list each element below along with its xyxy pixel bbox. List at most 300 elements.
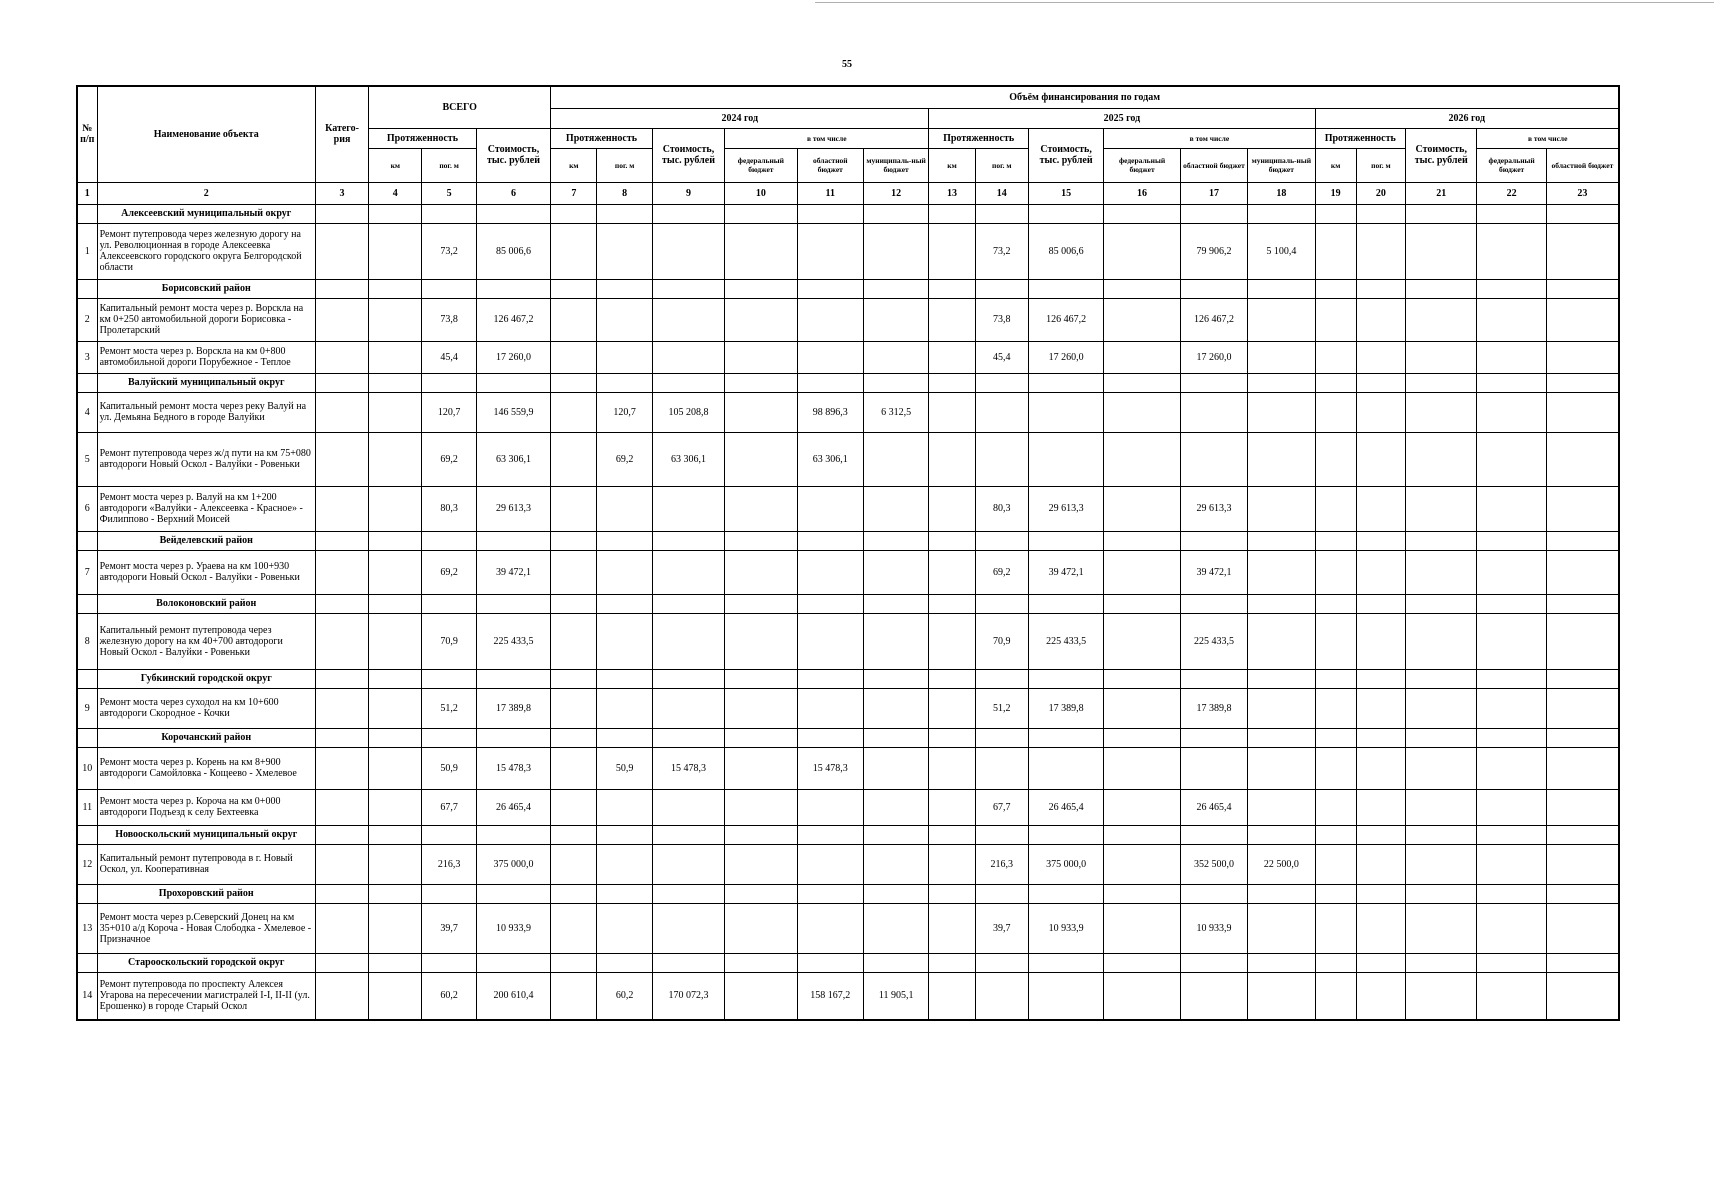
table-cell [1248, 550, 1315, 594]
section-empty-cell [652, 204, 724, 223]
table-cell [863, 613, 928, 669]
object-name: Капитальный ремонт путепровода в г. Новый Оскол, ул. Кооперативная [97, 844, 315, 884]
section-empty-cell [1546, 373, 1619, 392]
object-name: Капитальный ремонт моста через р. Ворскла на км 0+250 автомобильной дороги Борисовка - Пролетарский [97, 298, 315, 341]
section-empty-cell [975, 728, 1028, 747]
section-empty-cell [797, 884, 863, 903]
section-empty-cell [1104, 825, 1180, 844]
section-spacer [77, 373, 97, 392]
table-cell: 126 467,2 [476, 298, 550, 341]
table-cell: 375 000,0 [1028, 844, 1103, 884]
header-2026-km: км [1315, 148, 1356, 182]
section-row [77, 531, 1619, 550]
section-empty-cell [315, 373, 368, 392]
header-total-km: км [369, 148, 422, 182]
column-number: 12 [863, 182, 928, 204]
header-2025-cost: Стоимость, тыс. рублей [1028, 128, 1103, 182]
table-cell: 73,2 [975, 223, 1028, 279]
table-cell [1477, 392, 1546, 432]
section-empty-cell [652, 825, 724, 844]
table-cell [369, 688, 422, 728]
table-cell [863, 432, 928, 486]
table-cell [1180, 392, 1247, 432]
table-cell: 126 467,2 [1180, 298, 1247, 341]
section-empty-cell [797, 373, 863, 392]
table-cell [1315, 688, 1356, 728]
table-cell: 22 500,0 [1248, 844, 1315, 884]
section-empty-cell [476, 373, 550, 392]
header-2025-including: в том числе [1104, 128, 1315, 148]
table-cell: 29 613,3 [1180, 486, 1247, 531]
table-cell: 85 006,6 [1028, 223, 1103, 279]
table-cell: 216,3 [422, 844, 476, 884]
table-cell [551, 432, 597, 486]
section-empty-cell [863, 669, 928, 688]
section-empty-cell [369, 669, 422, 688]
table-cell [1356, 903, 1405, 953]
table-cell [369, 844, 422, 884]
section-empty-cell [422, 669, 476, 688]
table-cell [1477, 972, 1546, 1020]
table-cell [863, 486, 928, 531]
table-cell [797, 613, 863, 669]
table-cell: 70,9 [975, 613, 1028, 669]
table-cell [1546, 486, 1619, 531]
table-cell [597, 486, 652, 531]
section-empty-cell [369, 373, 422, 392]
table-cell: 69,2 [975, 550, 1028, 594]
section-empty-cell [369, 204, 422, 223]
table-cell [1406, 432, 1477, 486]
table-cell [1406, 844, 1477, 884]
table-cell: 45,4 [975, 341, 1028, 373]
section-empty-cell [1356, 373, 1405, 392]
header-num: № п/п [77, 86, 97, 182]
column-number: 7 [551, 182, 597, 204]
section-empty-cell [1546, 669, 1619, 688]
section-empty-cell [1028, 531, 1103, 550]
table-cell [863, 903, 928, 953]
table-cell [863, 223, 928, 279]
section-empty-cell [551, 884, 597, 903]
table-cell: 10 933,9 [1028, 903, 1103, 953]
table-cell [1477, 747, 1546, 789]
header-year-2024: 2024 год [551, 108, 929, 128]
section-row [77, 825, 1619, 844]
table-cell: 63 306,1 [476, 432, 550, 486]
row-number: 14 [77, 972, 97, 1020]
section-empty-cell [1477, 728, 1546, 747]
section-empty-cell [476, 204, 550, 223]
table-cell [725, 432, 797, 486]
table-cell [1180, 747, 1247, 789]
table-cell: 80,3 [975, 486, 1028, 531]
table-cell [1546, 903, 1619, 953]
table-cell [1104, 747, 1180, 789]
table-cell [1356, 844, 1405, 884]
table-cell [797, 688, 863, 728]
section-empty-cell [863, 279, 928, 298]
section-title: Новооскольский муниципальный округ [97, 825, 315, 844]
section-empty-cell [476, 279, 550, 298]
section-empty-cell [422, 884, 476, 903]
section-empty-cell [1477, 531, 1546, 550]
section-empty-cell [476, 884, 550, 903]
table-cell: 120,7 [597, 392, 652, 432]
table-cell [863, 789, 928, 825]
table-cell [1356, 392, 1405, 432]
table-cell [797, 789, 863, 825]
section-empty-cell [1248, 204, 1315, 223]
table-cell: 39 472,1 [1028, 550, 1103, 594]
table-cell [551, 844, 597, 884]
section-empty-cell [1180, 728, 1247, 747]
row-number: 5 [77, 432, 97, 486]
table-cell [797, 341, 863, 373]
section-empty-cell [369, 279, 422, 298]
table-cell [1248, 972, 1315, 1020]
section-empty-cell [797, 204, 863, 223]
column-number: 16 [1104, 182, 1180, 204]
table-cell [1248, 613, 1315, 669]
table-cell [1028, 972, 1103, 1020]
row-number: 6 [77, 486, 97, 531]
table-cell: 10 933,9 [476, 903, 550, 953]
table-cell [1180, 972, 1247, 1020]
section-spacer [77, 884, 97, 903]
section-empty-cell [652, 531, 724, 550]
section-empty-cell [1356, 531, 1405, 550]
section-empty-cell [1477, 953, 1546, 972]
row-number: 7 [77, 550, 97, 594]
table-cell [1028, 392, 1103, 432]
table-cell [315, 844, 368, 884]
table-cell [597, 789, 652, 825]
section-empty-cell [863, 728, 928, 747]
table-cell [929, 613, 975, 669]
section-empty-cell [652, 594, 724, 613]
section-empty-cell [1180, 594, 1247, 613]
section-empty-cell [1546, 884, 1619, 903]
table-cell: 60,2 [422, 972, 476, 1020]
table-cell [1477, 789, 1546, 825]
table-cell [597, 688, 652, 728]
row-number: 2 [77, 298, 97, 341]
table-cell [551, 903, 597, 953]
column-number: 13 [929, 182, 975, 204]
section-empty-cell [551, 825, 597, 844]
section-empty-cell [652, 669, 724, 688]
table-cell [315, 392, 368, 432]
table-cell [1356, 341, 1405, 373]
table-cell: 73,2 [422, 223, 476, 279]
header-2026-federal: федеральный бюджет [1477, 148, 1546, 182]
section-empty-cell [797, 531, 863, 550]
section-empty-cell [1546, 204, 1619, 223]
table-cell: 10 933,9 [1180, 903, 1247, 953]
table-cell [369, 298, 422, 341]
section-empty-cell [1477, 204, 1546, 223]
section-empty-cell [597, 953, 652, 972]
table-cell: 200 610,4 [476, 972, 550, 1020]
column-number: 2 [97, 182, 315, 204]
table-cell [597, 341, 652, 373]
section-empty-cell [1248, 825, 1315, 844]
table-cell [551, 392, 597, 432]
header-2024-regional: областной бюджет [797, 148, 863, 182]
section-empty-cell [1477, 669, 1546, 688]
section-empty-cell [1248, 594, 1315, 613]
section-empty-cell [1406, 825, 1477, 844]
section-empty-cell [315, 728, 368, 747]
table-row [77, 789, 1619, 825]
section-spacer [77, 279, 97, 298]
section-empty-cell [551, 669, 597, 688]
table-cell [1477, 298, 1546, 341]
table-cell [551, 486, 597, 531]
header-2024-length: Протяженность [551, 128, 653, 148]
header-year-2026: 2026 год [1315, 108, 1619, 128]
section-empty-cell [1028, 279, 1103, 298]
section-empty-cell [1028, 825, 1103, 844]
table-cell [551, 341, 597, 373]
table-cell [1356, 688, 1405, 728]
table-cell [929, 747, 975, 789]
object-name: Капитальный ремонт моста через реку Валуй на ул. Демьяна Бедного в городе Валуйки [97, 392, 315, 432]
row-number: 9 [77, 688, 97, 728]
header-2024-pog-m: пог. м [597, 148, 652, 182]
object-name: Ремонт моста через р. Короча на км 0+000 автодороги Подъезд к селу Бехтеевка [97, 789, 315, 825]
table-cell: 26 465,4 [476, 789, 550, 825]
object-name: Ремонт путепровода через железную дорогу на ул. Революционная в городе Алексеевка Алексеевского городского округа Белгородской области [97, 223, 315, 279]
object-name: Ремонт моста через р. Ворскла на км 0+800 автомобильной дороги Порубежное - Теплое [97, 341, 315, 373]
section-empty-cell [1104, 279, 1180, 298]
section-empty-cell [725, 373, 797, 392]
section-empty-cell [1180, 204, 1247, 223]
table-cell [1104, 789, 1180, 825]
header-2024-federal: федеральный бюджет [725, 148, 797, 182]
table-cell [975, 747, 1028, 789]
table-cell [1546, 298, 1619, 341]
table-cell: 15 478,3 [476, 747, 550, 789]
table-cell [863, 550, 928, 594]
section-empty-cell [797, 825, 863, 844]
table-cell [315, 789, 368, 825]
table-cell: 79 906,2 [1180, 223, 1247, 279]
table-row [77, 688, 1619, 728]
column-number: 15 [1028, 182, 1103, 204]
table-cell [1104, 341, 1180, 373]
section-empty-cell [1406, 373, 1477, 392]
object-name: Ремонт путепровода через ж/д пути на км 75+080 автодороги Новый Оскол - Валуйки - Ровеньки [97, 432, 315, 486]
section-empty-cell [1028, 204, 1103, 223]
section-title: Корочанский район [97, 728, 315, 747]
table-cell: 73,8 [975, 298, 1028, 341]
row-number: 1 [77, 223, 97, 279]
row-number: 8 [77, 613, 97, 669]
table-cell [1356, 747, 1405, 789]
table-cell [597, 613, 652, 669]
object-name: Ремонт моста через р.Северский Донец на км 35+010 а/д Короча - Новая Слободка - Хмелевое - Призначное [97, 903, 315, 953]
table-cell [863, 747, 928, 789]
section-empty-cell [863, 204, 928, 223]
section-empty-cell [797, 728, 863, 747]
section-empty-cell [551, 728, 597, 747]
table-cell [1028, 747, 1103, 789]
section-spacer [77, 531, 97, 550]
table-cell: 352 500,0 [1180, 844, 1247, 884]
table-cell [1356, 613, 1405, 669]
column-number: 3 [315, 182, 368, 204]
table-cell [725, 972, 797, 1020]
section-empty-cell [422, 279, 476, 298]
section-empty-cell [863, 373, 928, 392]
section-empty-cell [315, 669, 368, 688]
table-cell [1406, 392, 1477, 432]
section-empty-cell [863, 531, 928, 550]
section-empty-cell [725, 669, 797, 688]
table-cell: 6 312,5 [863, 392, 928, 432]
header-category: Катего-рия [315, 86, 368, 182]
table-cell [1315, 341, 1356, 373]
section-empty-cell [597, 531, 652, 550]
table-cell: 158 167,2 [797, 972, 863, 1020]
header-2025-length: Протяженность [929, 128, 1029, 148]
table-cell [725, 298, 797, 341]
table-cell: 63 306,1 [797, 432, 863, 486]
section-empty-cell [929, 279, 975, 298]
column-number: 5 [422, 182, 476, 204]
table-cell [315, 223, 368, 279]
section-empty-cell [476, 531, 550, 550]
table-cell [315, 298, 368, 341]
section-row [77, 594, 1619, 613]
table-cell [1248, 486, 1315, 531]
header-2026-cost: Стоимость, тыс. рублей [1406, 128, 1477, 182]
table-cell: 85 006,6 [476, 223, 550, 279]
object-name: Ремонт моста через р. Ураева на км 100+930 автодороги Новый Оскол - Валуйки - Ровеньки [97, 550, 315, 594]
section-empty-cell [725, 884, 797, 903]
section-empty-cell [597, 884, 652, 903]
table-cell [597, 223, 652, 279]
table-cell: 17 260,0 [1028, 341, 1103, 373]
table-cell: 39 472,1 [1180, 550, 1247, 594]
section-empty-cell [1315, 279, 1356, 298]
table-cell [863, 844, 928, 884]
section-spacer [77, 669, 97, 688]
table-cell [725, 844, 797, 884]
table-cell [725, 688, 797, 728]
section-empty-cell [1104, 953, 1180, 972]
table-cell [1406, 747, 1477, 789]
table-cell [551, 789, 597, 825]
section-empty-cell [1406, 279, 1477, 298]
table-cell: 26 465,4 [1180, 789, 1247, 825]
section-empty-cell [1028, 669, 1103, 688]
section-empty-cell [725, 531, 797, 550]
section-empty-cell [1180, 884, 1247, 903]
table-cell [1248, 298, 1315, 341]
section-empty-cell [1180, 669, 1247, 688]
section-empty-cell [929, 884, 975, 903]
table-cell [315, 341, 368, 373]
section-row [77, 373, 1619, 392]
section-empty-cell [975, 884, 1028, 903]
table-cell [551, 688, 597, 728]
table-row [77, 747, 1619, 789]
section-empty-cell [1406, 204, 1477, 223]
header-2025-pog-m: пог. м [975, 148, 1028, 182]
table-cell [1477, 903, 1546, 953]
section-empty-cell [476, 594, 550, 613]
section-empty-cell [1315, 373, 1356, 392]
table-cell: 29 613,3 [1028, 486, 1103, 531]
section-row [77, 953, 1619, 972]
table-cell [597, 844, 652, 884]
section-empty-cell [1477, 884, 1546, 903]
section-empty-cell [975, 953, 1028, 972]
table-cell [652, 903, 724, 953]
header-2026-including: в том числе [1477, 128, 1619, 148]
section-empty-cell [1180, 531, 1247, 550]
header-2026-pog-m: пог. м [1356, 148, 1405, 182]
section-empty-cell [315, 594, 368, 613]
section-empty-cell [652, 884, 724, 903]
section-empty-cell [1406, 728, 1477, 747]
section-empty-cell [725, 594, 797, 613]
table-cell [315, 747, 368, 789]
section-empty-cell [1028, 373, 1103, 392]
section-empty-cell [1356, 825, 1405, 844]
section-empty-cell [1028, 884, 1103, 903]
table-cell [1546, 432, 1619, 486]
section-empty-cell [422, 728, 476, 747]
table-cell: 225 433,5 [1180, 613, 1247, 669]
section-empty-cell [975, 594, 1028, 613]
row-number: 3 [77, 341, 97, 373]
table-cell [1546, 688, 1619, 728]
section-empty-cell [1248, 279, 1315, 298]
section-empty-cell [1248, 531, 1315, 550]
table-cell [929, 972, 975, 1020]
object-name: Ремонт моста через р. Валуй на км 1+200 автодороги «Валуйки - Алексеевка - Красное» - Филиппово - Верхний Моисей [97, 486, 315, 531]
section-spacer [77, 728, 97, 747]
table-cell [1546, 747, 1619, 789]
table-cell [1546, 223, 1619, 279]
table-cell [1356, 298, 1405, 341]
table-cell [975, 972, 1028, 1020]
table-cell: 69,2 [597, 432, 652, 486]
table-cell [929, 688, 975, 728]
section-empty-cell [369, 594, 422, 613]
section-empty-cell [1406, 531, 1477, 550]
section-empty-cell [315, 531, 368, 550]
section-empty-cell [1406, 594, 1477, 613]
section-spacer [77, 204, 97, 223]
column-number: 11 [797, 182, 863, 204]
table-cell [929, 550, 975, 594]
section-empty-cell [1248, 373, 1315, 392]
header-2026-regional: областной бюджет [1546, 148, 1619, 182]
table-cell [1546, 972, 1619, 1020]
section-empty-cell [1248, 953, 1315, 972]
section-empty-cell [1546, 531, 1619, 550]
section-empty-cell [975, 204, 1028, 223]
table-cell [929, 844, 975, 884]
table-cell [929, 486, 975, 531]
section-empty-cell [1315, 669, 1356, 688]
table-cell [1477, 432, 1546, 486]
